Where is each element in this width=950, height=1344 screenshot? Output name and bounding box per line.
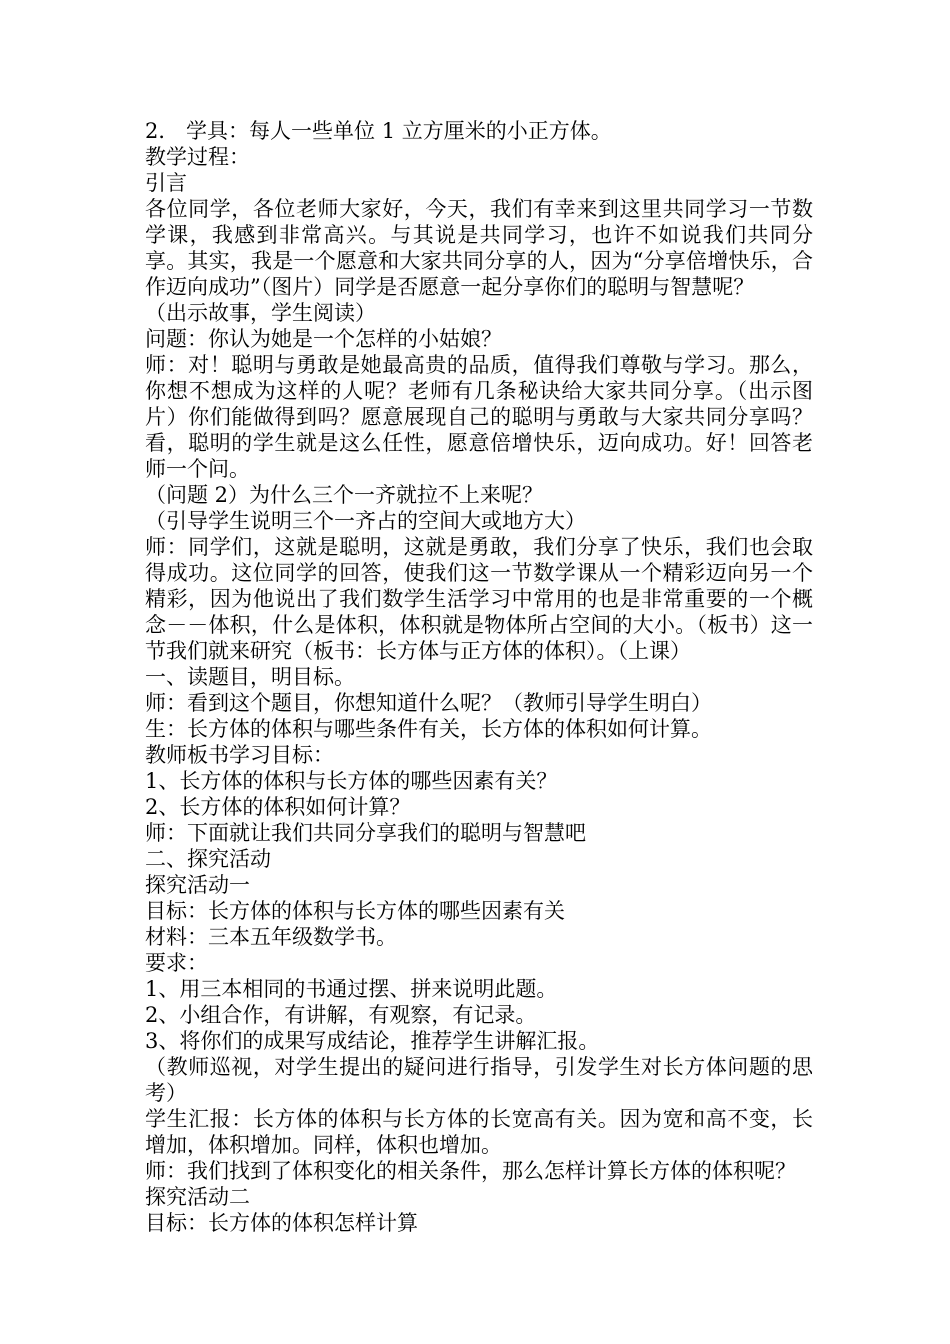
document-page <box>145 118 813 1236</box>
paragraph-materials: 2． 学具：每人一些单位 1 立方厘米的小正方体。 <box>145 119 612 143</box>
heading-explore-activity: 二、探究活动 <box>145 847 271 871</box>
paragraph-activity-1-goal: 目标：长方体的体积与长方体的哪些因素有关 <box>145 899 565 923</box>
heading-activity-1: 探究活动一 <box>145 873 250 897</box>
paragraph-greeting: 各位同学，各位老师大家好，今天，我们有幸来到这里共同学习一节数学课，我感到非常高兴。与其说是共同学习，也许不如说我们共同分享。其实，我是一个愿意和大家共同分享的人，因为“分享倍增快乐，合作迈向成功”（图片）同学是否愿意一起分享你们的聪明与智慧呢？ <box>145 197 813 299</box>
paragraph-teacher-transition: 师：我们找到了体积变化的相关条件，那么怎样计算长方体的体积呢？ <box>145 1159 796 1183</box>
paragraph-teacher-ask: 师：看到这个题目，你想知道什么呢？（教师引导学生明白） <box>145 691 712 715</box>
list-item-requirement-2: 2、小组合作，有讲解，有观察，有记录。 <box>145 1003 537 1027</box>
paragraph-student-answer: 生：长方体的体积与哪些条件有关，长方体的体积如何计算。 <box>145 717 712 741</box>
list-item-requirement-1: 1、用三本相同的书通过摆、拼来说明此题。 <box>145 977 558 1001</box>
paragraph-student-report: 学生汇报：长方体的体积与长方体的长宽高有关。因为宽和高不变，长增加，体积增加。同样，体积也增加。 <box>145 1107 813 1157</box>
heading-learning-goals: 教师板书学习目标： <box>145 743 334 767</box>
heading-read-title: 一、读题目，明目标。 <box>145 665 355 689</box>
list-item-requirement-3: 3、将你们的成果写成结论，推荐学生讲解汇报。 <box>145 1029 600 1053</box>
paragraph-question-1: 问题：你认为她是一个怎样的小姑娘？ <box>145 327 502 351</box>
list-item-goal-2: 2、长方体的体积如何计算？ <box>145 795 411 819</box>
paragraph-activity-2-goal: 目标：长方体的体积怎样计算 <box>145 1211 418 1235</box>
heading-teaching-process: 教学过程： <box>145 145 250 169</box>
paragraph-volume-concept: 师：同学们，这就是聪明，这就是勇敢，我们分享了快乐，我们也会取得成功。这位同学的回答，使我们这一节数学课从一个精彩迈向另一个精彩，因为他说出了我们数学生活学习中常用的也是非常重要的一个概念－－体积，什么是体积，体积就是物体所占空间的大小。（板书）这一节我们就来研究（板书：长方体与正方体的体积）。（上课） <box>145 535 813 663</box>
paragraph-activity-1-material: 材料：三本五年级数学书。 <box>145 925 397 949</box>
heading-introduction: 引言 <box>145 171 187 195</box>
heading-requirements: 要求： <box>145 951 208 975</box>
heading-activity-2: 探究活动二 <box>145 1185 250 1209</box>
paragraph-question-2: （问题 2）为什么三个一齐就拉不上来呢？ <box>145 483 544 507</box>
paragraph-show-story: （出示故事，学生阅读） <box>145 301 376 325</box>
paragraph-guide-space: （引导学生说明三个一齐占的空间大或地方大） <box>145 509 586 533</box>
paragraph-teacher-secrets: 师：对！聪明与勇敢是她最高贵的品质，值得我们尊敬与学习。那么，你想不想成为这样的人呢？老师有几条秘诀给大家共同分享。（出示图片）你们能做得到吗？愿意展现自己的聪明与勇敢与大家共同分享吗？看，聪明的学生就是这么任性，愿意倍增快乐，迈向成功。好！回答老师一个问。 <box>145 353 813 481</box>
paragraph-teacher-patrol: （教师巡视，对学生提出的疑问进行指导，引发学生对长方体问题的思考） <box>145 1055 813 1105</box>
list-item-goal-1: 1、长方体的体积与长方体的哪些因素有关？ <box>145 769 558 793</box>
paragraph-share-wisdom: 师：下面就让我们共同分享我们的聪明与智慧吧 <box>145 821 586 845</box>
